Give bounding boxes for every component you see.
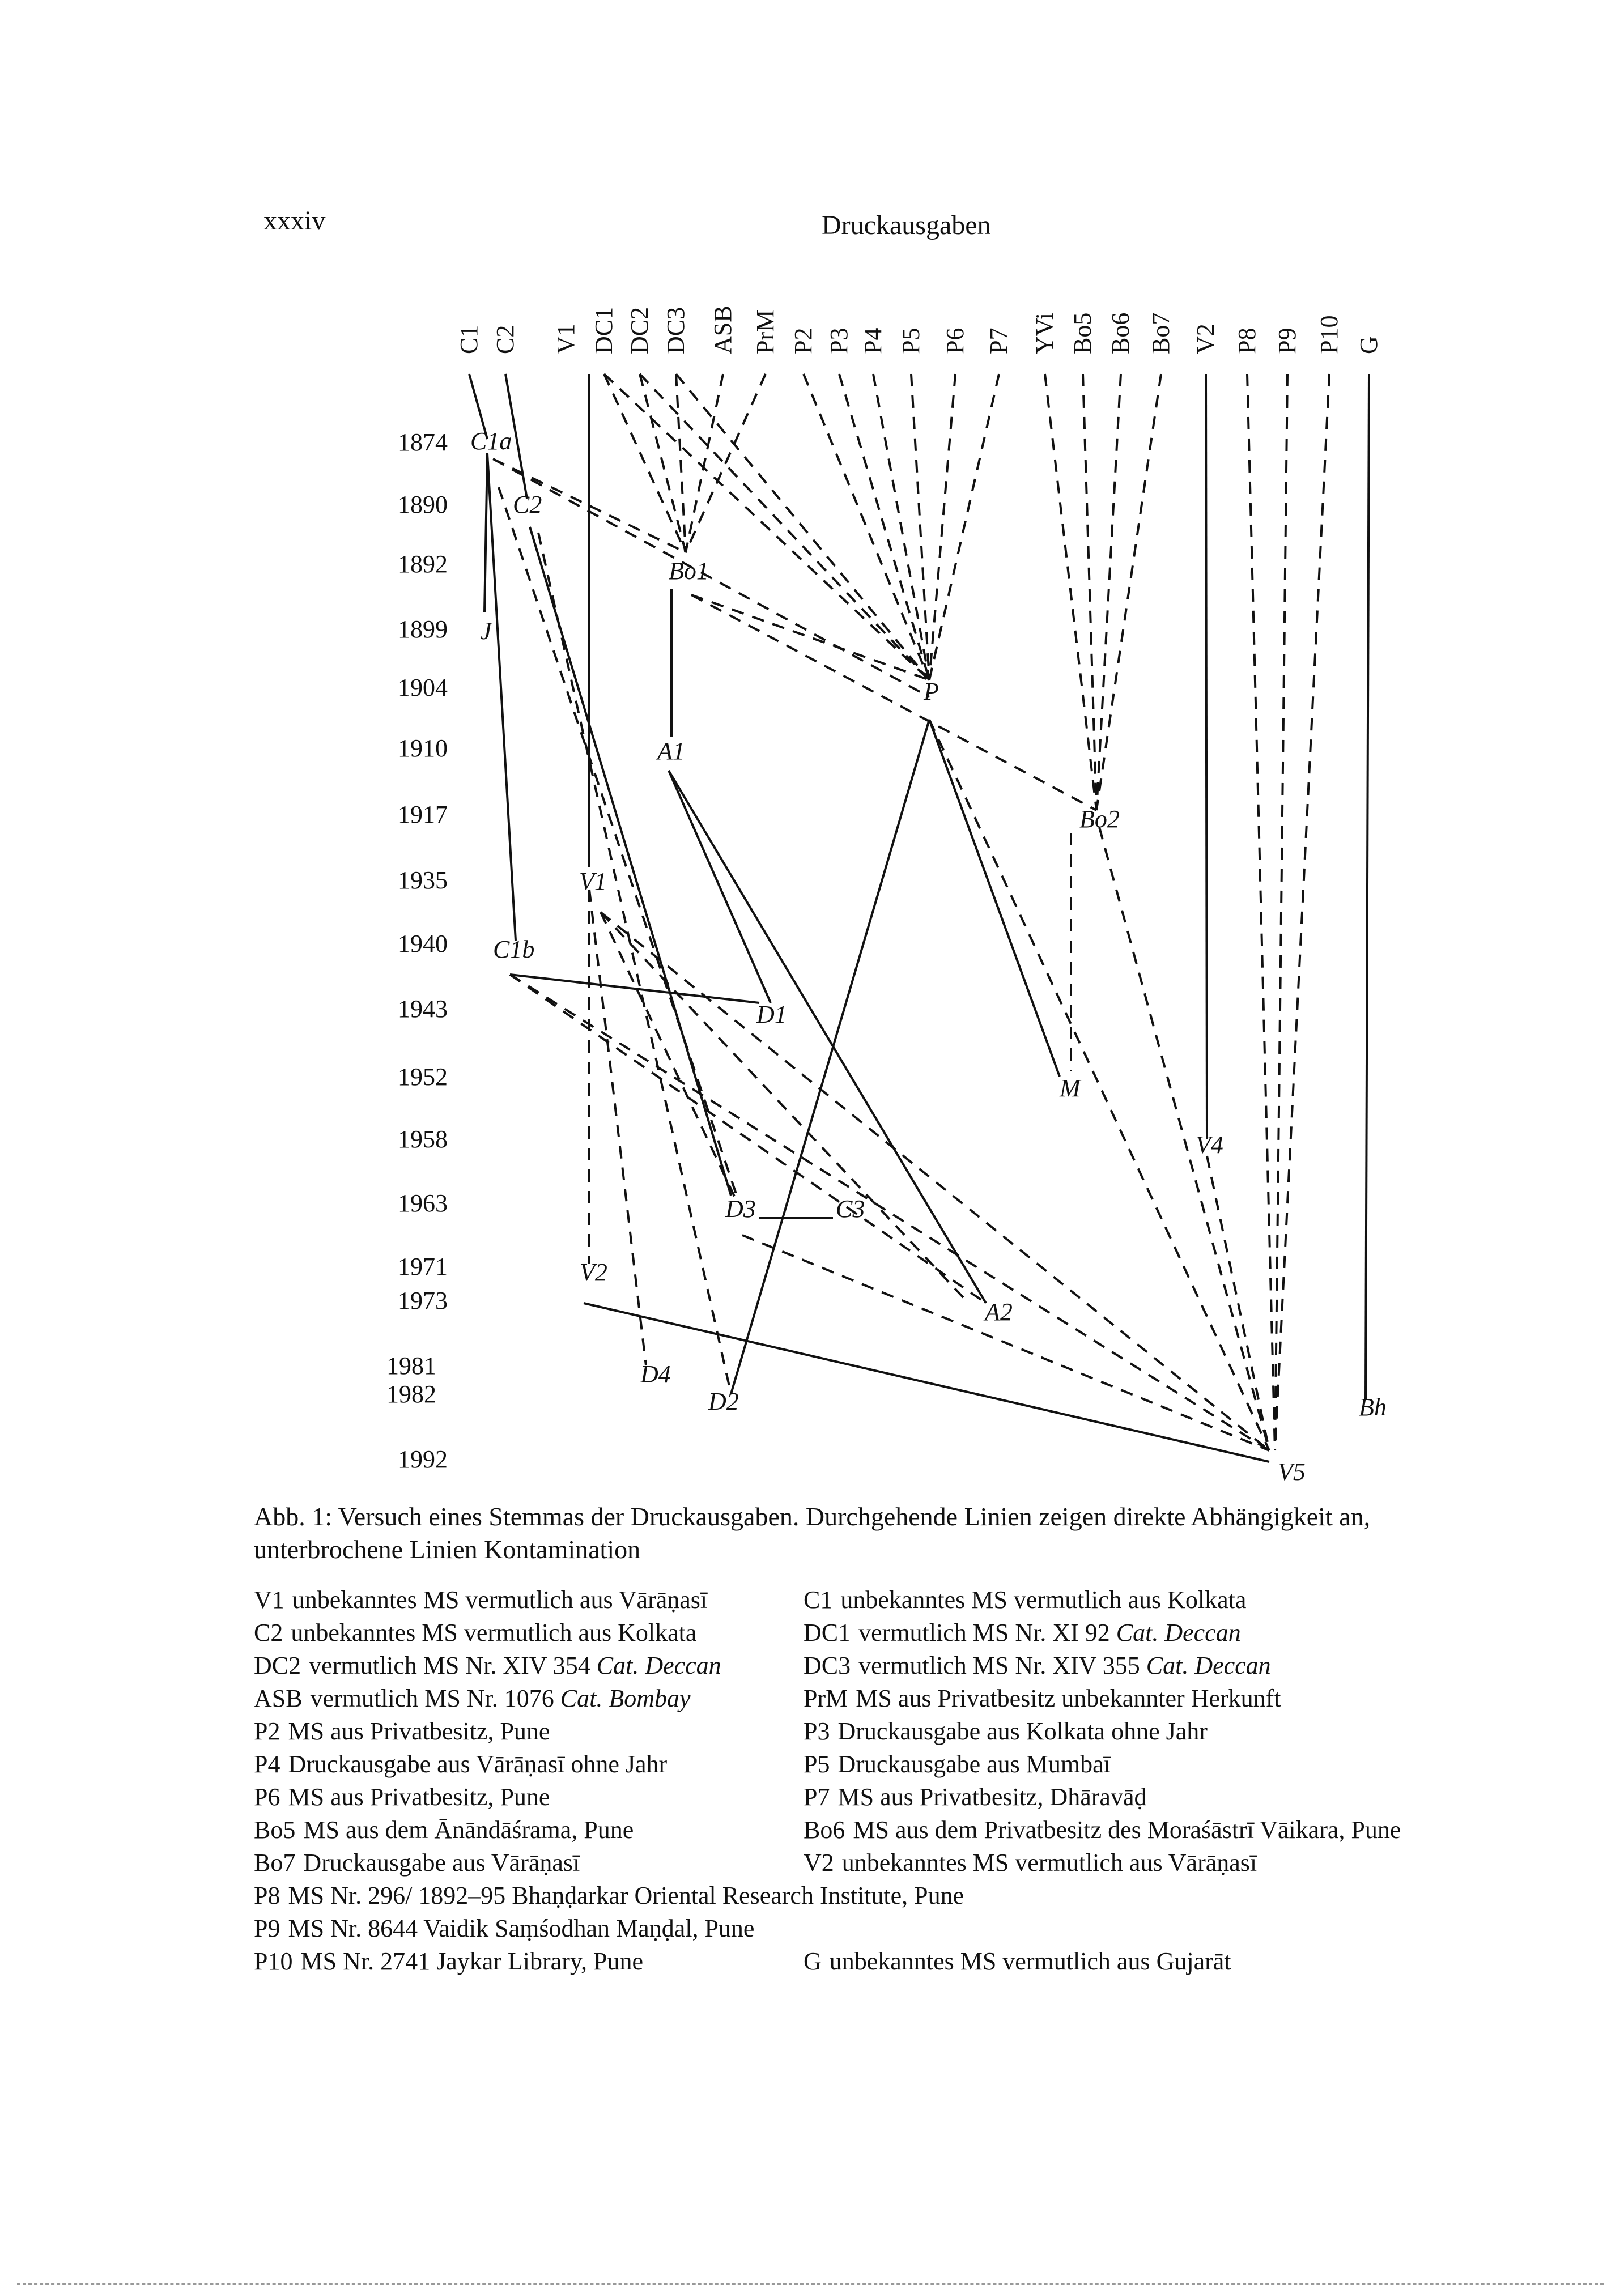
legend-abbr: PrM <box>804 1684 848 1712</box>
legend-entry-p9 <box>254 1912 754 1945</box>
legend-text: vermutlich MS Nr. 1076 <box>310 1684 554 1712</box>
edge-a1-a2 <box>669 771 986 1303</box>
legend-abbr: P9 <box>254 1915 280 1942</box>
legend-catalogue: Cat. Bombay <box>554 1684 691 1712</box>
year-label-1917: 1917 <box>398 801 448 828</box>
source-label-asb: ASB <box>709 305 737 354</box>
legend-abbr: P5 <box>804 1750 830 1778</box>
edition-p: P <box>924 678 939 705</box>
edition-d4: D4 <box>640 1360 671 1388</box>
year-label-1973: 1973 <box>398 1287 448 1314</box>
source-label-p8: P8 <box>1233 327 1261 354</box>
edition-bo1: Bo1 <box>669 557 709 585</box>
source-label-bo6: Bo6 <box>1107 312 1134 354</box>
edge-src-bo1-4 <box>640 374 686 552</box>
legend-text: Druckausgabe aus Mumbaī <box>837 1750 1111 1778</box>
legend-row <box>254 1616 1500 1649</box>
edge-v4-v5 <box>1207 1156 1269 1450</box>
legend-row <box>254 1814 1500 1847</box>
page-number: xxxiv <box>263 206 326 236</box>
legend-row <box>254 1781 1500 1814</box>
edition-c1a: C1a <box>470 427 512 455</box>
year-label-1952: 1952 <box>398 1063 448 1091</box>
year-label-1899: 1899 <box>398 615 448 643</box>
source-label-p4: P4 <box>859 327 887 354</box>
legend-text: MS aus Privatbesitz, Dhāravāḍ <box>837 1783 1147 1811</box>
legend-abbr: P3 <box>804 1717 830 1745</box>
legend-entry-v1 <box>254 1584 804 1616</box>
scan-border <box>17 2283 1604 2285</box>
legend-row <box>254 1945 1500 1978</box>
legend-text: vermutlich MS Nr. XI 92 <box>858 1619 1110 1647</box>
edge-src-bo2-17 <box>1096 374 1161 810</box>
source-label-p5: P5 <box>897 327 925 354</box>
edge-src-p-8 <box>804 374 929 680</box>
source-label-dc1: DC1 <box>590 307 618 354</box>
edge-src-bo1-6 <box>686 374 723 552</box>
legend-entry-p7 <box>804 1781 1500 1814</box>
edge-c1a-j <box>484 453 487 612</box>
legend-row <box>254 1847 1500 1879</box>
edge-src-p-9 <box>839 374 929 680</box>
legend-row <box>254 1682 1500 1715</box>
legend-row <box>254 1584 1500 1616</box>
year-label-1992: 1992 <box>398 1445 448 1473</box>
legend-abbr: G <box>804 1947 822 1975</box>
legend-entry-bo5 <box>254 1814 804 1847</box>
source-label-p7: P7 <box>985 327 1013 354</box>
source-label-p9: P9 <box>1273 327 1301 354</box>
year-label-1910: 1910 <box>398 734 448 762</box>
year-label-1892: 1892 <box>398 550 448 578</box>
legend-entry-c2 <box>254 1616 804 1649</box>
edge-c1a-c1b <box>487 453 516 941</box>
year-label-1940: 1940 <box>398 930 448 958</box>
edge-src-bo2-16 <box>1096 374 1121 810</box>
edition-v4: V4 <box>1196 1131 1223 1159</box>
legend-entry-bo6 <box>804 1814 1500 1847</box>
edition-v5: V5 <box>1278 1458 1306 1486</box>
legend-abbr: Bo5 <box>254 1816 296 1844</box>
legend-abbr: P8 <box>254 1882 280 1909</box>
legend-text: MS aus Privatbesitz unbekannter Herkunft <box>856 1684 1281 1712</box>
edition-d2: D2 <box>708 1388 739 1415</box>
source-labels <box>455 305 1383 354</box>
legend-text: unbekanntes MS vermutlich aus Kolkata <box>291 1619 697 1647</box>
legend-entry-p8 <box>254 1879 964 1912</box>
edge-src-p-12 <box>929 374 955 680</box>
edition-c3: C3 <box>836 1195 865 1223</box>
source-label-p2: P2 <box>789 327 817 354</box>
edge-v2-v5 <box>584 1303 1269 1462</box>
legend-text: MS aus dem Ānāndāśrama, Pune <box>303 1816 634 1844</box>
legend-abbr: V2 <box>804 1849 834 1877</box>
legend-text: Druckausgabe aus Vārāṇasī <box>303 1849 580 1877</box>
edge-c1b-a2 <box>510 975 986 1303</box>
edition-a1: A1 <box>657 737 685 765</box>
legend-text: MS Nr. 8644 Vaidik Saṃśodhan Maṇḍal, Pune <box>288 1915 755 1942</box>
source-label-c1: C1 <box>455 325 483 354</box>
legend-text: unbekanntes MS vermutlich aus Kolkata <box>840 1586 1247 1614</box>
legend-entry-p5 <box>804 1748 1500 1781</box>
edge-src-p-13 <box>929 374 999 680</box>
legend-abbr: DC2 <box>254 1652 301 1679</box>
legend-entry-bo7 <box>254 1847 804 1879</box>
year-label-1935: 1935 <box>398 866 448 894</box>
edition-a2: A2 <box>985 1298 1013 1326</box>
year-labels <box>386 428 448 1473</box>
legend-entry-g <box>804 1945 1500 1978</box>
legend-row <box>254 1715 1500 1748</box>
edition-labels <box>470 427 1387 1486</box>
source-label-p3: P3 <box>825 327 853 354</box>
legend-abbr: ASB <box>254 1684 303 1712</box>
running-title: Druckausgaben <box>822 210 991 240</box>
source-label-dc3: DC3 <box>662 307 690 354</box>
year-label-1904: 1904 <box>398 674 448 701</box>
edge-c1b-v5 <box>510 975 1269 1450</box>
figure-caption: Abb. 1: Versuch eines Stemmas der Druckausgaben. Durchgehende Linien zeigen direkte Abhängigkeit an, unterbrochene Linien Kontamination <box>254 1502 1371 1564</box>
edition-bo2: Bo2 <box>1079 805 1120 833</box>
legend-text: unbekanntes MS vermutlich aus Vārāṇasī <box>841 1849 1257 1877</box>
edition-d3: D3 <box>725 1195 756 1223</box>
legend-entry-p3 <box>804 1715 1500 1748</box>
edge-v1-v5 <box>601 912 1269 1450</box>
legend-entry-c1 <box>804 1584 1500 1616</box>
legend-text: vermutlich MS Nr. XIV 355 <box>858 1652 1140 1679</box>
legend-entry-p10 <box>254 1945 804 1978</box>
source-label-prm: PrM <box>751 309 779 354</box>
edge-src-v5-19 <box>1247 374 1275 1450</box>
legend-row <box>254 1649 1500 1682</box>
legend-abbr: P2 <box>254 1717 280 1745</box>
legend-entry-v2 <box>804 1847 1500 1879</box>
source-label-bo5: Bo5 <box>1069 312 1096 354</box>
edge-p-m <box>929 720 1060 1077</box>
legend-catalogue: Cat. Deccan <box>1109 1619 1241 1647</box>
year-label-1971: 1971 <box>398 1253 448 1280</box>
source-label-v1: V1 <box>552 324 580 354</box>
edge-p-d2 <box>731 720 929 1394</box>
legend-text: MS aus Privatbesitz, Pune <box>288 1783 550 1811</box>
legend-entry-asb <box>254 1682 804 1715</box>
year-label-1943: 1943 <box>398 995 448 1023</box>
edition-c1b: C1b <box>493 935 535 963</box>
edition-v2: V2 <box>580 1258 607 1286</box>
legend-text: MS aus Privatbesitz, Pune <box>288 1717 550 1745</box>
edge-v2src-v4 <box>1206 374 1207 1139</box>
edge-bo1-bo2 <box>691 595 1096 810</box>
edge-a1-d1 <box>669 771 771 1003</box>
source-label-yvi: YVi <box>1031 312 1058 354</box>
edge-src-v5-20 <box>1275 374 1287 1450</box>
legend-row <box>254 1912 1500 1945</box>
year-label-1890: 1890 <box>398 491 448 518</box>
source-label-c2: C2 <box>491 325 519 354</box>
edition-v1: V1 <box>579 867 607 895</box>
edge-src-bo1-5 <box>676 374 686 552</box>
legend-text: MS Nr. 2741 Jaykar Library, Pune <box>300 1947 643 1975</box>
year-label-1982: 1982 <box>386 1380 436 1408</box>
edition-m: M <box>1060 1074 1081 1102</box>
edge-v1-d4 <box>589 890 646 1365</box>
legend-entry-p2 <box>254 1715 804 1748</box>
legend-abbr: Bo7 <box>254 1849 296 1877</box>
legend-text: vermutlich MS Nr. XIV 354 <box>309 1652 590 1679</box>
year-label-1958: 1958 <box>398 1125 448 1153</box>
legend-entry-dc2 <box>254 1649 804 1682</box>
edition-d1: D1 <box>756 1001 787 1028</box>
year-label-1981: 1981 <box>386 1352 436 1380</box>
legend-entry-p4 <box>254 1748 804 1781</box>
edition-j: J <box>481 617 492 645</box>
legend-entry-dc1 <box>804 1616 1500 1649</box>
legend <box>254 1584 1500 1978</box>
edge-d3-v5 <box>742 1235 1269 1450</box>
legend-abbr: C2 <box>254 1619 283 1647</box>
edge-g-bh <box>1366 374 1369 1399</box>
legend-abbr: DC3 <box>804 1652 851 1679</box>
year-label-1874: 1874 <box>398 428 448 456</box>
legend-catalogue: Cat. Deccan <box>1140 1652 1271 1679</box>
legend-abbr: P4 <box>254 1750 280 1778</box>
edge-src-v5-21 <box>1275 374 1329 1450</box>
legend-text: MS aus dem Privatbesitz des Moraśāstrī Vāikara, Pune <box>853 1816 1401 1844</box>
source-label-v2: V2 <box>1192 324 1219 354</box>
legend-row <box>254 1748 1500 1781</box>
legend-rows <box>254 1584 1500 1978</box>
legend-text: MS Nr. 296/ 1892–95 Bhaṇḍarkar Oriental Research Institute, Pune <box>288 1882 964 1909</box>
edition-c2: C2 <box>513 491 542 518</box>
legend-text: Druckausgabe aus Vārāṇasī ohne Jahr <box>288 1750 668 1778</box>
edge-bo1-p <box>691 595 929 680</box>
legend-entry-prm <box>804 1682 1500 1715</box>
legend-abbr: P6 <box>254 1783 280 1811</box>
legend-abbr: V1 <box>254 1586 284 1614</box>
year-label-1963: 1963 <box>398 1189 448 1217</box>
source-label-bo7: Bo7 <box>1147 312 1175 354</box>
legend-row <box>254 1879 1500 1912</box>
stemma-edges <box>469 374 1369 1462</box>
source-label-dc2: DC2 <box>626 307 653 354</box>
legend-text: Druckausgabe aus Kolkata ohne Jahr <box>837 1717 1208 1745</box>
source-label-g: G <box>1355 336 1383 354</box>
source-label-p6: P6 <box>941 327 969 354</box>
legend-abbr: Bo6 <box>804 1816 845 1844</box>
legend-abbr: P10 <box>254 1947 293 1975</box>
legend-text: unbekanntes MS vermutlich aus Gujarāt <box>829 1947 1231 1975</box>
legend-abbr: C1 <box>804 1586 833 1614</box>
legend-entry-dc3 <box>804 1649 1500 1682</box>
legend-entry-p6 <box>254 1781 804 1814</box>
legend-abbr: DC1 <box>804 1619 851 1647</box>
legend-abbr: P7 <box>804 1783 830 1811</box>
edge-v1-a2 <box>601 912 963 1297</box>
legend-catalogue: Cat. Deccan <box>590 1652 721 1679</box>
legend-text: unbekanntes MS vermutlich aus Vārāṇasī <box>292 1586 708 1614</box>
source-label-p10: P10 <box>1315 315 1343 354</box>
edition-bh: Bh <box>1359 1393 1387 1421</box>
